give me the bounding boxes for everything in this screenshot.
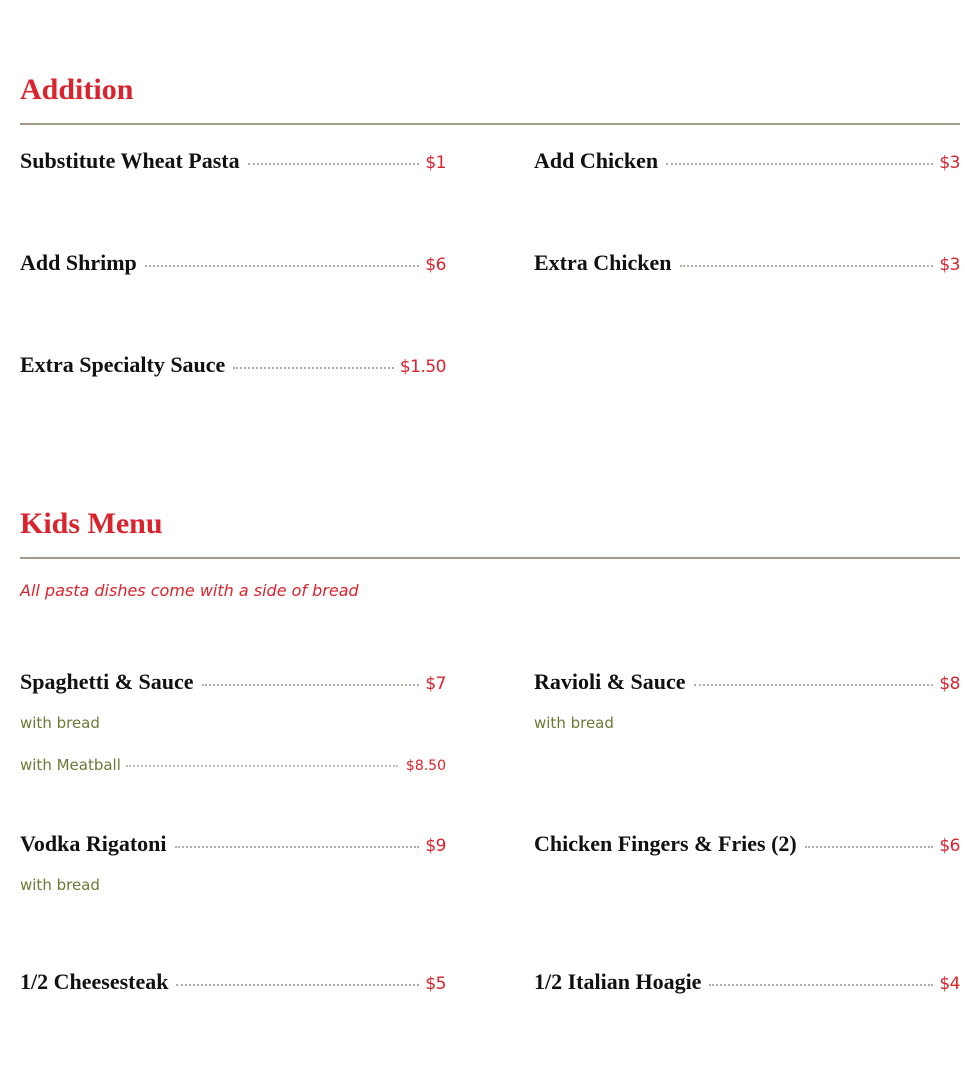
menu-item-price: $6 — [939, 836, 960, 856]
menu-item-price: $3 — [939, 255, 960, 275]
menu-item-extra-chicken — [534, 250, 960, 276]
menu-option-price: $8.50 — [405, 758, 446, 774]
menu-item-price: $6 — [425, 255, 446, 275]
dot-leader — [126, 765, 398, 767]
menu-item-name: Ravioli & Sauce — [534, 669, 686, 694]
dot-leader — [805, 846, 934, 848]
menu-item-name: Substitute Wheat Pasta — [20, 148, 240, 173]
menu-item-half-italian-hoagie — [534, 969, 960, 995]
kids-menu-section-title: Kids Menu — [20, 507, 163, 540]
dot-leader — [202, 684, 420, 686]
menu-item-extra-specialty-sauce — [20, 352, 446, 378]
kids-menu-divider — [20, 557, 960, 559]
menu-item-price: $1 — [425, 153, 446, 173]
menu-item-name: 1/2 Cheesesteak — [20, 969, 169, 994]
menu-item-price: $9 — [425, 836, 446, 856]
menu-option-name: with Meatball — [20, 756, 121, 774]
menu-item-add-shrimp — [20, 250, 446, 276]
dot-leader — [145, 265, 420, 267]
dot-leader — [248, 163, 420, 165]
menu-item-price: $1.50 — [399, 357, 446, 377]
menu-item-price: $5 — [425, 974, 446, 994]
dot-leader — [176, 984, 419, 986]
menu-item-name: Extra Chicken — [534, 250, 672, 275]
menu-item-price: $3 — [939, 153, 960, 173]
menu-item-name: 1/2 Italian Hoagie — [534, 969, 702, 994]
menu-item-description: with bread — [534, 714, 614, 732]
menu-item-name: Extra Specialty Sauce — [20, 352, 226, 377]
menu-item-price: $8 — [939, 674, 960, 694]
menu-item-vodka-rigatoni — [20, 831, 446, 857]
menu-item-name: Chicken Fingers & Fries (2) — [534, 831, 797, 856]
dot-leader — [680, 265, 934, 267]
menu-item-substitute-wheat-pasta — [20, 148, 446, 174]
menu-item-name: Add Chicken — [534, 148, 659, 173]
menu-item-half-cheesesteak — [20, 969, 446, 995]
menu-item-spaghetti-sauce — [20, 669, 446, 695]
menu-item-option-meatball — [20, 756, 446, 774]
addition-divider — [20, 123, 960, 125]
menu-item-name: Add Shrimp — [20, 250, 137, 275]
menu-item-chicken-fingers-fries — [534, 831, 960, 857]
menu-item-description: with bread — [20, 876, 100, 894]
kids-menu-note: All pasta dishes come with a side of bread — [20, 581, 359, 600]
menu-item-name: Vodka Rigatoni — [20, 831, 167, 856]
menu-item-description: with bread — [20, 714, 100, 732]
addition-section-title: Addition — [20, 73, 134, 106]
dot-leader — [233, 367, 394, 369]
menu-item-ravioli-sauce — [534, 669, 960, 695]
menu-item-add-chicken — [534, 148, 960, 174]
dot-leader — [666, 163, 933, 165]
menu-item-price: $7 — [425, 674, 446, 694]
dot-leader — [175, 846, 420, 848]
dot-leader — [709, 984, 933, 986]
menu-item-name: Spaghetti & Sauce — [20, 669, 194, 694]
dot-leader — [694, 684, 934, 686]
menu-item-price: $4 — [939, 974, 960, 994]
